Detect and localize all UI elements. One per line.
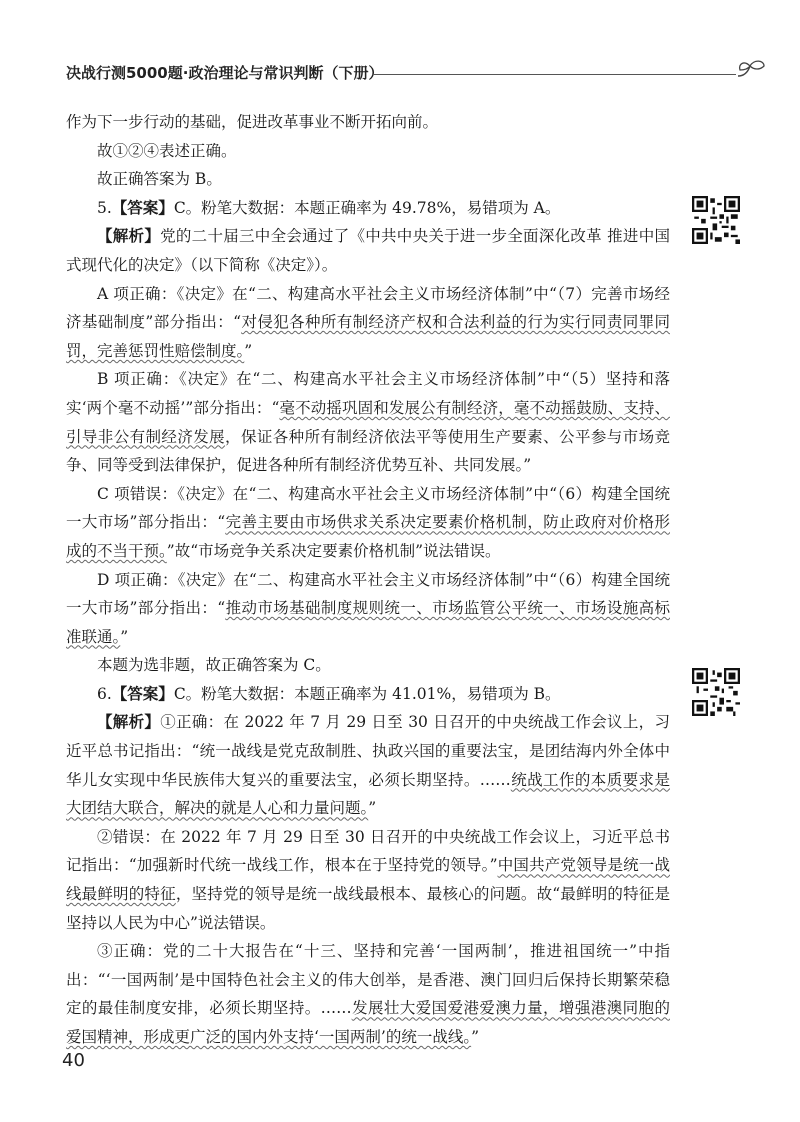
body-paragraph [66, 937, 670, 1051]
book-title: 决战行测5000题·政治理论与常识判断（下册） [66, 64, 384, 82]
page-content [66, 108, 670, 1052]
body-paragraph [66, 137, 670, 166]
body-paragraph [66, 823, 670, 937]
answer-label: 【答案】 [111, 198, 174, 217]
text-run: 党的二十届三中全会通过了《中共中央关于进一步全面深化改革 推进中国式现代化的决定》（以下简称《决定》）。 [66, 227, 670, 274]
text-run: ” [368, 799, 377, 818]
underlined-quote: 发展壮大爱国爱港爱澳力量，增强港澳同胞的爱国精神，形成更广泛的国内外支持‘一国两制’的统一战线。 [66, 999, 670, 1046]
text-run: ”故“市场竞争关系决定要素价格机制”说法错误。 [166, 541, 501, 560]
body-paragraph [66, 365, 670, 479]
answer-label: 【答案】 [111, 684, 174, 703]
body-paragraph [66, 480, 670, 566]
text-run: ，保证各种所有制经济依法平等使用生产要素、公平参与市场竞争、同等受到法律保护，促进各种所有制经济优势互补、共同发展。” [66, 427, 670, 475]
text-run: ” [120, 627, 129, 646]
body-paragraph [66, 708, 670, 822]
underlined-quote: 对侵犯各种所有制经济产权和合法利益的行为实行同责同罪同罚，完善惩罚性赔偿制度。 [66, 313, 670, 360]
body-paragraph [66, 280, 670, 366]
text-run: D 项正确：《决定》在“二、构建高水平社会主义市场经济体制”中“（6）构建全国统一大市场”部分指出：“ [66, 570, 670, 618]
text-run: 故正确答案为 B。 [97, 170, 222, 189]
body-paragraph [66, 194, 670, 223]
qr-code-icon[interactable] [692, 668, 740, 716]
text-run: ③正确：党的二十大报告在“十三、坚持和完善‘一国两制’，推进祖国统一”中指出：“‘一国两制’是中国特色社会主义的伟大创举，是香港、澳门回归后保持长期繁荣稳定的最佳制度安排，必须长期坚持。…… [66, 942, 670, 1018]
text-run: B 项正确：《决定》在“二、构建高水平社会主义市场经济体制”中“（5）坚持和落实‘两个毫不动摇’”部分指出：“ [66, 370, 670, 417]
body-paragraph [66, 165, 670, 194]
text-run: C。粉笔大数据：本题正确率为 41.01%，易错项为 B。 [173, 684, 561, 703]
page-number: 40 [62, 1050, 85, 1071]
text-run: 故①②④表述正确。 [97, 141, 237, 160]
body-paragraph [66, 566, 670, 652]
underlined-quote: 完善主要由市场供求关系决定要素价格机制，防止政府对价格形成的不当干预。 [66, 513, 670, 560]
underlined-quote: 中国共产党领导是统一战线最鲜明的特征 [66, 856, 670, 904]
text-run: ，坚持党的领导是统一战线最根本、最核心的问题。故“最鲜明的特征是坚持以人民为中心”说法错误。 [66, 885, 670, 932]
underlined-quote: 统战工作的本质要求是大团结大联合，解决的就是人心和力量问题。 [66, 770, 670, 818]
text-run: 本题为选非题，故正确答案为 C。 [97, 656, 331, 675]
text-run: 5. [97, 198, 112, 217]
header-rule [372, 74, 736, 75]
text-run: A 项正确：《决定》在“二、构建高水平社会主义市场经济体制”中“（7）完善市场经济基础制度”部分指出：“ [66, 284, 670, 332]
answer-label: 【解析】 [97, 227, 161, 246]
leaf-icon [734, 58, 768, 80]
text-run: ①正确：在 2022 年 7 月 29 日至 30 日召开的中央统战工作会议上，习近平总书记指出：“统一战线是党克敌制胜、执政兴国的重要法宝，是团结海内外全体中华儿女实现中华民族伟大复兴的重要法宝，必须长期坚持。…… [66, 713, 670, 789]
text-run: 作为下一步行动的基础，促进改革事业不断开拓向前。 [66, 113, 439, 131]
body-paragraph [66, 108, 670, 137]
underlined-quote: 推动市场基础制度规则统一、市场监管公平统一、市场设施高标准联通。 [66, 599, 670, 646]
answer-label: 【解析】 [97, 713, 161, 732]
page-header [66, 58, 756, 88]
text-run: C。粉笔大数据：本题正确率为 49.78%，易错项为 A。 [173, 198, 561, 217]
underlined-quote: 毫不动摇巩固和发展公有制经济，毫不动摇鼓励、支持、引导非公有制经济发展 [66, 398, 670, 446]
body-paragraph [66, 680, 670, 709]
text-run: 6. [97, 684, 112, 703]
qr-code-icon[interactable] [692, 196, 740, 244]
text-run: ②错误：在 2022 年 7 月 29 日至 30 日召开的中央统战工作会议上，习近平总书记指出：“加强新时代统一战线工作，根本在于坚持党的领导。” [66, 827, 670, 875]
body-paragraph [66, 222, 670, 279]
text-run: ” [244, 341, 253, 360]
body-paragraph [66, 651, 670, 680]
text-run: C 项错误：《决定》在“二、构建高水平社会主义市场经济体制”中“（6）构建全国统一大市场”部分指出：“ [66, 484, 670, 532]
text-run: ” [471, 1028, 480, 1046]
